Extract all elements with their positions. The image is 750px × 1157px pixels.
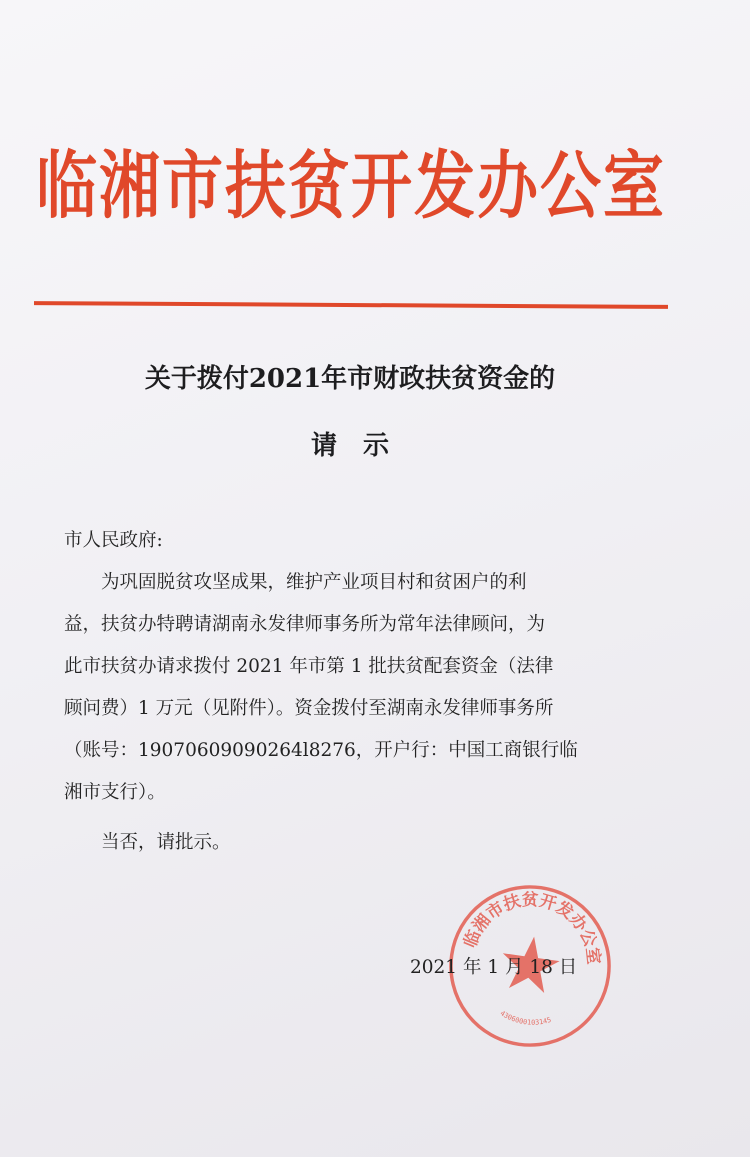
seal-ring-text: 临湘市扶贫开发办公室 — [459, 889, 605, 966]
body-line: （账号：19070609090264l8276，开户行：中国工商银行临 — [64, 740, 578, 761]
document-title: 关于拨付2021年市财政扶贫资金的 — [144, 364, 556, 394]
seal-code: 4306000103145 — [498, 1009, 553, 1027]
body-line: 顾问费）1 万元（见附件）。资金拨付至湖南永发律师事务所 — [64, 698, 554, 719]
body-paragraph — [64, 562, 664, 814]
document-date: 2021 年 1 月 18 日 — [410, 957, 578, 978]
salutation: 市人民政府: — [64, 530, 163, 551]
agency-masthead: 临湘市扶贫开发办公室 — [36, 143, 667, 229]
body-line: 益，扶贫办特聘请湖南永发律师事务所为常年法律顾问，为 — [64, 614, 546, 635]
closing-line: 当否，请批示。 — [101, 832, 231, 853]
document-body — [64, 520, 664, 864]
body-line: 为巩固脱贫攻坚成果，维护产业项目村和贫困户的利 — [101, 572, 527, 593]
body-line: 湘市支行）。 — [64, 782, 166, 803]
document-subtitle: 请 示 — [310, 431, 389, 461]
red-divider — [34, 301, 668, 309]
body-line: 此市扶贫办请求拨付 2021 年市第 1 批扶贫配套资金（法律 — [64, 656, 554, 677]
